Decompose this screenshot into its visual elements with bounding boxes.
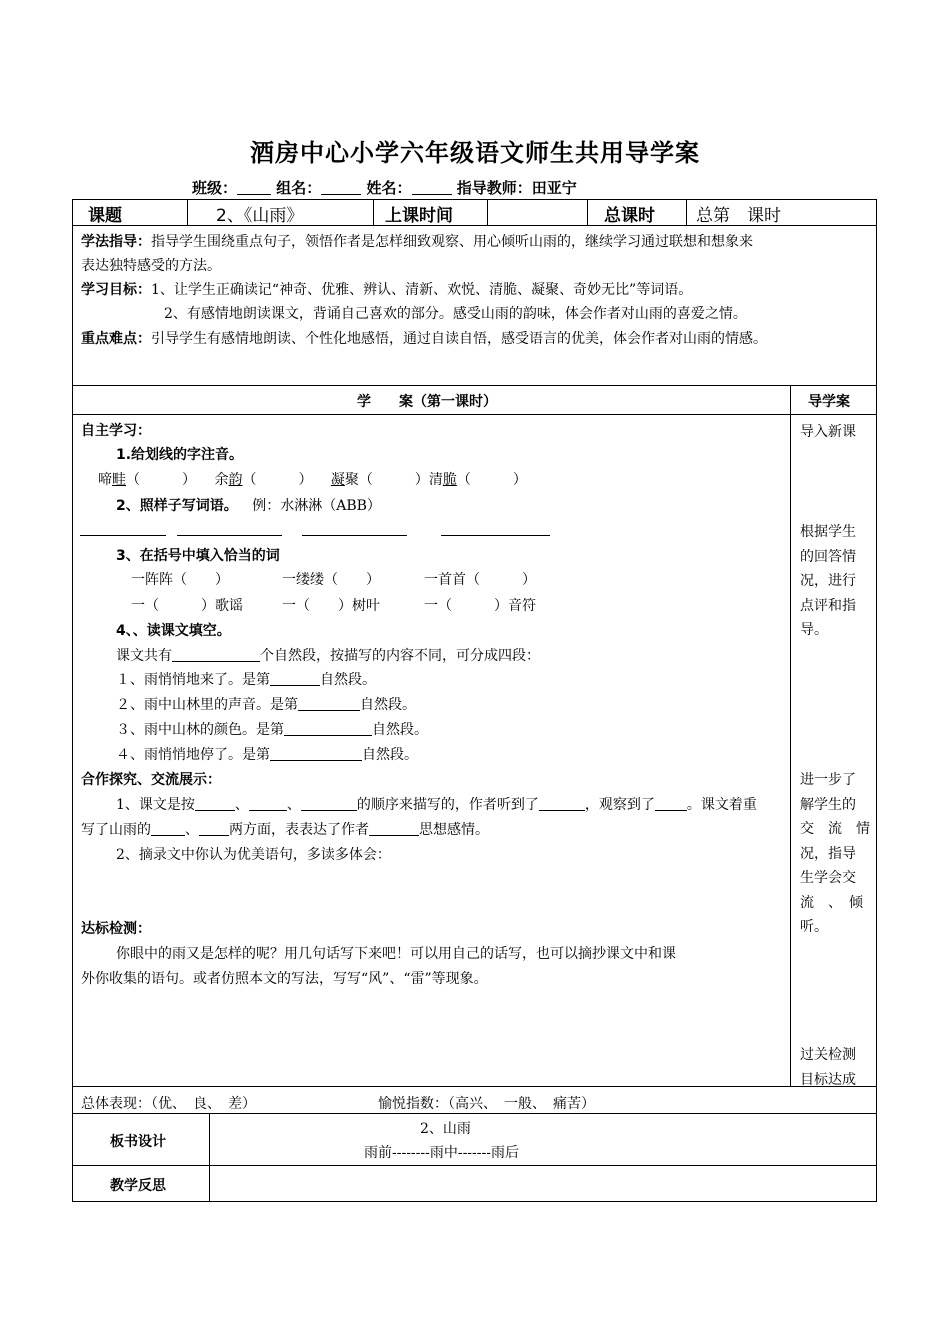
guide-note-feedback bbox=[800, 520, 856, 643]
q4-item-text: ２、雨中山林里的声音。是第 bbox=[116, 697, 298, 713]
topic-value: 2、《山雨》 bbox=[216, 206, 304, 226]
guide-line: 目标达成 bbox=[800, 1071, 856, 1088]
class-blank[interactable] bbox=[237, 180, 271, 195]
guide-line: 况，指导 bbox=[800, 845, 856, 862]
hours-label: 总课时 bbox=[604, 206, 655, 226]
performance-rating[interactable]: 总体表现：（优、 良、 差） bbox=[81, 1096, 256, 1112]
q4-blank[interactable] bbox=[270, 747, 362, 761]
coop-blank[interactable] bbox=[199, 822, 229, 836]
key-text: 引导学生有感情地朗读、个性化地感悟，通过自读自悟，感受语言的优美，体会作者对山雨的情感。 bbox=[151, 331, 767, 347]
key-label: 重点难点： bbox=[81, 331, 151, 347]
guide-line: 导。 bbox=[800, 622, 828, 638]
q3-title: 3、在括号中填入恰当的词 bbox=[116, 548, 280, 564]
q4-intro bbox=[116, 645, 540, 665]
q4-item bbox=[116, 694, 416, 714]
guide-line: 生学会交 bbox=[800, 870, 856, 886]
coop-text: 两方面，表表达了作者 bbox=[229, 822, 369, 838]
q1-underlined-char: 脆 bbox=[442, 472, 457, 488]
class-label: 班级： bbox=[192, 179, 238, 197]
coop-text: 思想感情。 bbox=[419, 822, 489, 838]
coop-blank[interactable] bbox=[539, 797, 585, 811]
guide-note-check bbox=[800, 1043, 856, 1092]
hours-value: 总第 课时 bbox=[696, 206, 781, 226]
page-title: 酒房中心小学六年级语文师生共用导学案 bbox=[250, 139, 700, 167]
q3-item[interactable]: 一缕缕（ ） bbox=[282, 572, 380, 588]
key-line bbox=[81, 328, 767, 348]
topic-label: 课题 bbox=[88, 206, 122, 226]
coop-item-2: 2、摘录文中你认为优美语句，多读多体会： bbox=[116, 847, 391, 863]
guide-line: 过关检测 bbox=[800, 1047, 856, 1063]
coop-text: ，观察到了 bbox=[584, 797, 655, 813]
q2-blank-2[interactable] bbox=[177, 535, 282, 536]
q4-item-text: 自然段。 bbox=[360, 697, 416, 713]
coop-text: 。课文着重 bbox=[686, 797, 757, 813]
guide-line: 点评和指 bbox=[800, 597, 856, 614]
q4-item-text: １、雨悄悄地来了。是第 bbox=[116, 672, 270, 688]
check-text-2: 外你收集的语句。或者仿照本文的写法，写写“风”、“雷”等现象。 bbox=[81, 971, 488, 987]
goal-2: 2、有感情地朗读课文，背诵自己喜欢的部分。感受山雨的韵味，体会作者对山雨的喜爱之情。 bbox=[164, 306, 747, 322]
board-line-1: 2、山雨 bbox=[420, 1121, 471, 1137]
cooperation-label: 合作探究、交流展示： bbox=[81, 772, 221, 788]
guide-line: 的回答情 bbox=[800, 548, 856, 565]
coop-text: 写了山雨的 bbox=[81, 822, 151, 838]
q1-items bbox=[98, 469, 527, 489]
q1-paren[interactable]: 聚（ ）清 bbox=[344, 472, 443, 488]
reflection-input[interactable] bbox=[211, 1167, 874, 1200]
guide-note-exchange bbox=[800, 768, 870, 940]
coop-item-1-cont bbox=[81, 819, 489, 839]
coop-blank[interactable] bbox=[369, 822, 419, 836]
coop-blank[interactable] bbox=[249, 797, 287, 811]
coop-blank[interactable] bbox=[301, 797, 357, 811]
guide-note-intro: 导入新课 bbox=[800, 424, 856, 440]
name-blank[interactable] bbox=[412, 180, 452, 195]
board-line-2: 雨前--------雨中-------雨后 bbox=[364, 1145, 519, 1161]
board-label: 板书设计 bbox=[110, 1134, 166, 1150]
q4-blank[interactable] bbox=[270, 672, 320, 686]
guide-line: 况，进行 bbox=[800, 573, 856, 589]
q1-underlined-char: 畦 bbox=[112, 472, 126, 488]
group-blank[interactable] bbox=[321, 180, 361, 195]
goal-1: 1、让学生正确读记“神奇、优雅、辨认、清新、欢悦、清脆、凝聚、奇妙无比”等词语。 bbox=[151, 282, 693, 298]
q4-title: 4、、读课文填空。 bbox=[116, 623, 231, 639]
study-header: 学 案（第一课时） bbox=[357, 394, 497, 410]
guide-header: 导学案 bbox=[808, 394, 850, 410]
q3-item[interactable]: 一（ ）树叶 bbox=[282, 598, 380, 614]
q4-blank[interactable] bbox=[172, 648, 260, 662]
q2-line bbox=[116, 495, 381, 515]
q4-blank[interactable] bbox=[298, 697, 360, 711]
q2-blank-1[interactable] bbox=[80, 535, 166, 536]
class-info-line bbox=[192, 177, 577, 198]
guide-line: 解学生的 bbox=[800, 796, 856, 813]
q4-intro-text: 课文共有 bbox=[116, 648, 172, 664]
time-value-cell[interactable] bbox=[489, 201, 586, 224]
q4-blank[interactable] bbox=[284, 722, 372, 736]
method-text-2: 表达独特感受的方法。 bbox=[81, 258, 221, 274]
coop-blank[interactable] bbox=[195, 797, 235, 811]
q2-blank-3[interactable] bbox=[302, 535, 407, 536]
coop-item-1 bbox=[116, 794, 757, 814]
check-text-1: 你眼中的雨又是怎样的呢？用几句话写下来吧！可以用自己的话写，也可以摘抄课文中和课 bbox=[116, 946, 676, 962]
coop-text: 1、课文是按 bbox=[116, 797, 195, 813]
q3-item[interactable]: 一首首（ ） bbox=[424, 572, 536, 588]
coop-blank[interactable] bbox=[655, 797, 687, 811]
guide-line: 进一步了 bbox=[800, 772, 856, 788]
q2-title: 2、照样子写词语。 bbox=[116, 498, 238, 514]
guide-line: 交 流 情 bbox=[800, 821, 870, 837]
method-label: 学法指导： bbox=[81, 234, 151, 250]
q4-item-text: 自然段。 bbox=[372, 722, 428, 738]
method-text-1: 指导学生围绕重点句子，领悟作者是怎样细致观察、用心倾听山雨的，继续学习通过联想和想象来 bbox=[151, 234, 753, 250]
guide-line: 流 、 倾 bbox=[800, 894, 863, 911]
q2-blank-4[interactable] bbox=[441, 535, 550, 536]
teacher-label: 指导教师： bbox=[456, 179, 532, 197]
q1-char: 啼 bbox=[98, 472, 112, 488]
q3-item[interactable]: 一阵阵（ ） bbox=[131, 572, 229, 588]
q4-item bbox=[116, 669, 376, 689]
time-label: 上课时间 bbox=[385, 206, 453, 226]
coop-text: 、 bbox=[185, 822, 199, 838]
name-label: 姓名： bbox=[366, 179, 412, 197]
happiness-rating[interactable]: 愉悦指数：（高兴、 一般、 痛苦） bbox=[378, 1096, 595, 1112]
q1-paren[interactable]: （ ） bbox=[242, 472, 313, 488]
coop-blank[interactable] bbox=[151, 822, 185, 836]
guide-line: 根据学生 bbox=[800, 524, 856, 540]
q1-underlined-char: 韵 bbox=[228, 472, 243, 488]
self-study-label: 自主学习： bbox=[81, 423, 151, 439]
guide-line: 听。 bbox=[800, 919, 828, 935]
group-label: 组名： bbox=[276, 179, 322, 197]
coop-text: 、 bbox=[286, 797, 301, 813]
q1-paren[interactable]: （ ） bbox=[456, 472, 527, 488]
q4-item-text: 自然段。 bbox=[362, 747, 418, 763]
q1-title: 1.给划线的字注音。 bbox=[116, 447, 244, 463]
check-label: 达标检测： bbox=[81, 921, 151, 937]
method-line-1 bbox=[81, 231, 753, 251]
q3-item[interactable]: 一（ ）歌谣 bbox=[131, 598, 243, 614]
q4-item-text: ３、雨中山林的颜色。是第 bbox=[116, 722, 284, 738]
q4-item-text: 自然段。 bbox=[320, 672, 376, 688]
reflection-label: 教学反思 bbox=[110, 1178, 166, 1194]
teacher-name: 田亚宁 bbox=[531, 179, 577, 197]
coop-text: 、 bbox=[234, 797, 249, 813]
goal-label: 学习目标： bbox=[81, 282, 151, 298]
q1-paren[interactable]: （ ） bbox=[126, 472, 196, 488]
q4-item bbox=[116, 719, 428, 739]
q2-example: 例：水淋淋（ABB） bbox=[252, 498, 381, 514]
goal-line-1 bbox=[81, 279, 692, 299]
q1-underlined-char: 凝 bbox=[330, 472, 345, 488]
q4-item bbox=[116, 744, 418, 764]
q1-char: 余 bbox=[214, 472, 229, 488]
q3-item[interactable]: 一（ ）音符 bbox=[424, 598, 536, 614]
q4-intro-text: 个自然段，按描写的内容不同，可分成四段： bbox=[260, 648, 540, 664]
q4-item-text: ４、雨悄悄地停了。是第 bbox=[116, 747, 270, 763]
coop-text: 的顺序来描写的，作者听到了 bbox=[356, 797, 539, 813]
